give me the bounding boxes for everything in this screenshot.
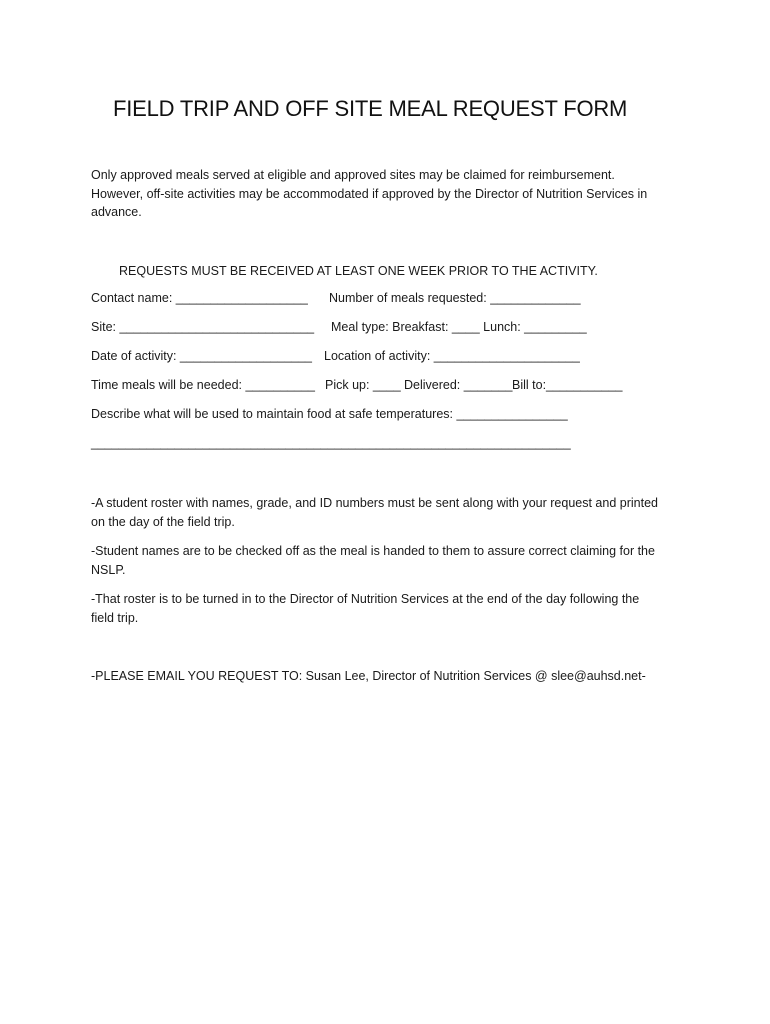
meal-type-field[interactable]: Meal type: Breakfast: ____ Lunch: _________: [331, 320, 587, 334]
form-title: FIELD TRIP AND OFF SITE MEAL REQUEST FORM: [113, 96, 628, 121]
email-instruction: -PLEASE EMAIL YOU REQUEST TO: Susan Lee, Director of Nutrition Services @ slee@auhsd.net-: [91, 669, 646, 683]
site-row: [0, 320, 770, 338]
describe-continuation-row: [0, 436, 770, 454]
delivered-field[interactable]: Delivered: _______: [404, 378, 513, 392]
date-location-row: [0, 349, 770, 367]
describe-temperature-field[interactable]: Describe what will be used to maintain food at safe temperatures: ________________: [91, 407, 568, 421]
describe-row: [0, 407, 770, 425]
describe-continuation-field[interactable]: _____________________________________________________________________: [91, 436, 571, 450]
deadline-notice: REQUESTS MUST BE RECEIVED AT LEAST ONE WEEK PRIOR TO THE ACTIVITY.: [119, 264, 598, 278]
time-needed-field[interactable]: Time meals will be needed: __________: [91, 378, 315, 392]
date-of-activity-field[interactable]: Date of activity: ___________________: [91, 349, 313, 363]
contact-row: [0, 291, 770, 309]
site-field[interactable]: Site: ____________________________: [91, 320, 315, 334]
note-turn-in-line-2: field trip.: [91, 611, 139, 625]
note-checkoff-line-2: NSLP.: [91, 563, 126, 577]
time-delivery-row: [0, 378, 770, 396]
pick-up-field[interactable]: Pick up: ____: [325, 378, 401, 392]
note-roster-line-2: on the day of the field trip.: [91, 515, 235, 529]
note-turn-in-line-1: -That roster is to be turned in to the Director of Nutrition Services at the end of the day following the: [91, 592, 640, 606]
contact-name-field[interactable]: Contact name: ___________________: [91, 291, 308, 305]
intro-line-2: However, off-site activities may be accommodated if approved by the Director of Nutrition Services in: [91, 187, 648, 201]
location-of-activity-field[interactable]: Location of activity: _____________________: [324, 349, 580, 363]
note-roster-line-1: -A student roster with names, grade, and ID numbers must be sent along with your request and printed: [91, 496, 658, 510]
bill-to-field[interactable]: Bill to:___________: [512, 378, 623, 392]
intro-line-1: Only approved meals served at eligible and approved sites may be claimed for reimbursement.: [91, 168, 615, 182]
note-checkoff-line-1: -Student names are to be checked off as the meal is handed to them to assure correct claiming for the: [91, 544, 655, 558]
meals-requested-field[interactable]: Number of meals requested: _____________: [329, 291, 581, 305]
intro-line-3: advance.: [91, 205, 142, 219]
